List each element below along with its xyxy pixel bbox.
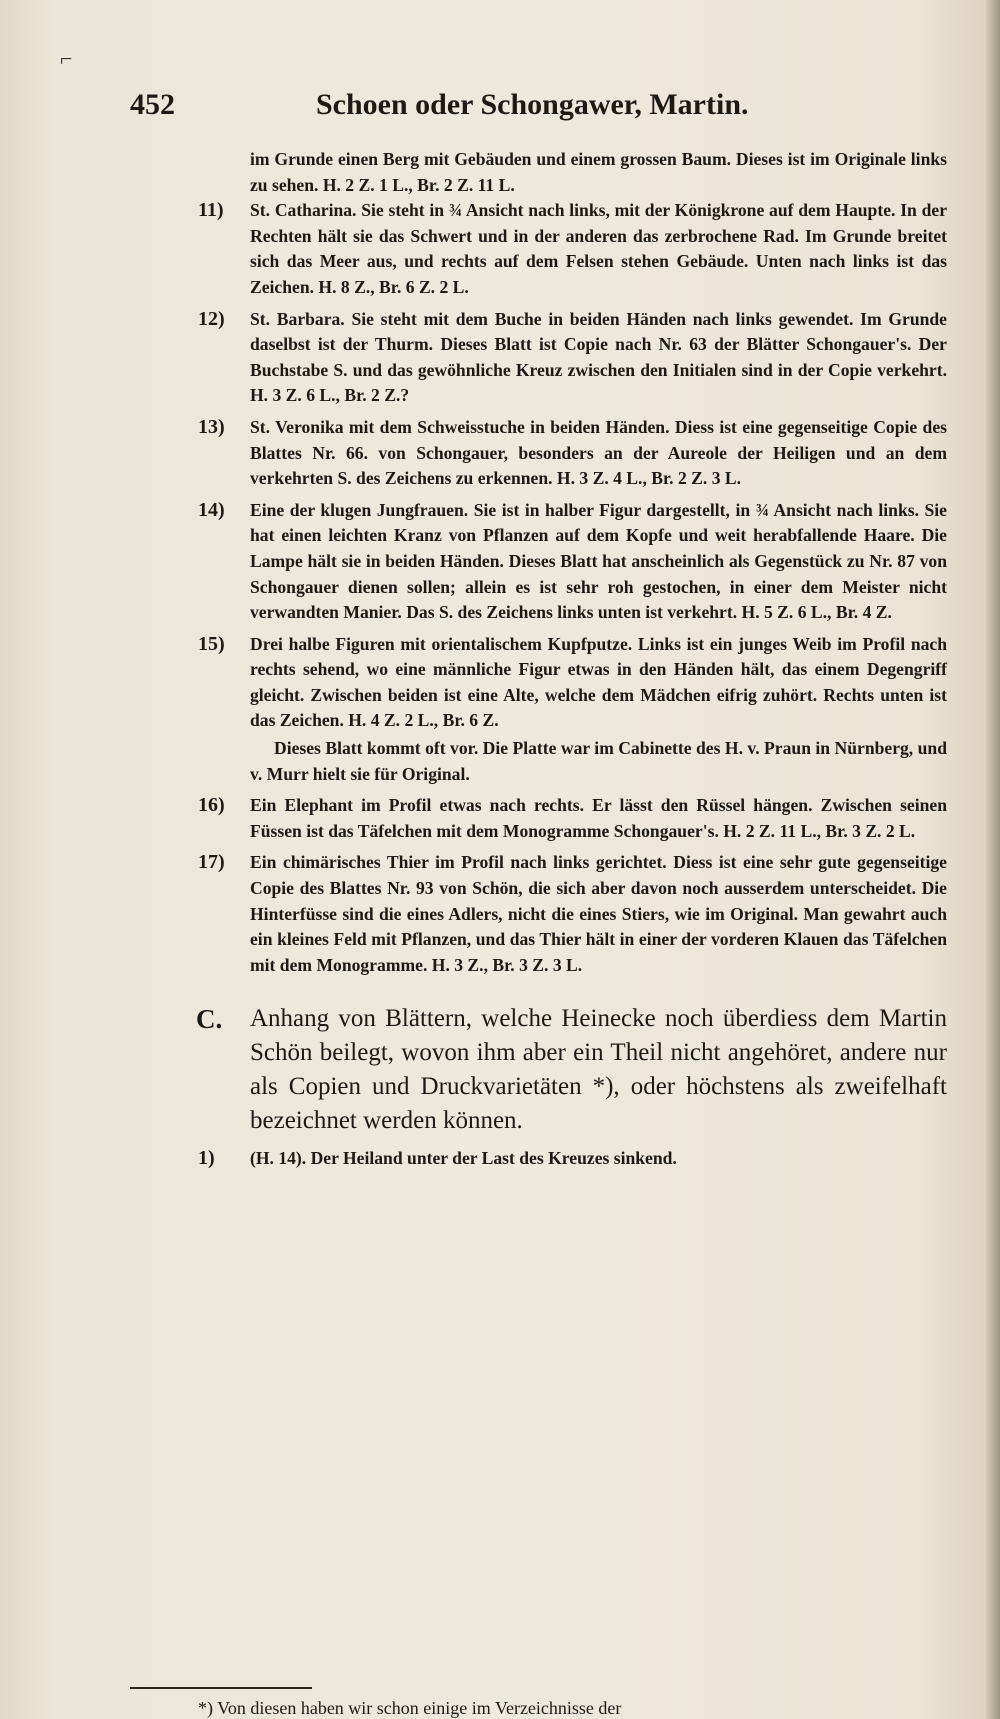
footnote-rule [130, 1687, 312, 1689]
entry-text: Drei halbe Figuren mit orientalischem Kupfputze. Links ist ein junges Weib im Profil nach rechts sehend, wo eine männliche Figur etwas in den Händen hält, das einem Degengriff gleicht. Zwischen beiden ist eine Alte, welche dem Mädchen eifrig zuhört. Rechts unten ist das Zeichen. H. 4 Z. 2 L., Br. 6 Z. [250, 633, 947, 731]
entry-number: 12) [198, 307, 225, 330]
entry-text: (H. 14). Der Heiland unter der Last des Kreuzes sinkend. [250, 1148, 677, 1169]
footnote: *) Von diesen haben wir schon einige im Verzeichnisse der [198, 1698, 622, 1718]
catalog-entries [198, 198, 947, 978]
catalog-entry [198, 498, 947, 626]
catalog-entry [198, 632, 947, 788]
entry-text: St. Veronika mit dem Schweisstuche in beiden Händen. Diess ist eine gegenseitige Copie des Blattes Nr. 66. von Schongauer, besonders an der Aureole der Heiligen und an dem verkehrten S. des Zeichens zu erkennen. H. 3 Z. 4 L., Br. 2 Z. 3 L. [250, 416, 947, 489]
catalog-entry [198, 415, 947, 492]
catalog-entry [198, 307, 947, 409]
section-label: C. [196, 1004, 223, 1035]
entry-number: 15) [198, 632, 225, 655]
page-edge-shadow [986, 0, 1000, 1719]
catalog-entry [198, 850, 947, 978]
catalog-entry [198, 793, 947, 844]
catalog-entry [198, 198, 947, 300]
running-header [130, 88, 950, 128]
corner-mark: ⌐ [60, 46, 73, 71]
section-heading-text: Anhang von Blättern, welche Heinecke noch überdiess dem Martin Schön beilegt, wovon ihm aber ein Theil nicht angehöret, andere nur als Copien und Druckvarietäten *), oder höchstens als zweifelhaft bezeichnet werden können. [250, 1005, 947, 1135]
entry-number: 14) [198, 498, 225, 521]
entry-note: Dieses Blatt kommt oft vor. Die Platte war im Cabinette des H. v. Praun in Nürnberg, und v. Murr hielt sie für Original. [250, 738, 947, 784]
section-c [196, 1002, 947, 1138]
entry-number: 13) [198, 415, 225, 438]
entry-number: 17) [198, 851, 225, 874]
entry-text: Ein Elephant im Profil etwas nach rechts. Er lässt den Rüssel hängen. Zwischen seinen Füssen ist das Täfelchen mit dem Monogramme Schongauer's. H. 2 Z. 11 L., Br. 3 Z. 2 L. [250, 795, 947, 841]
appendix-entry [198, 1146, 947, 1172]
entry-text: Ein chimärisches Thier im Profil nach links gerichtet. Diess ist eine sehr gute gegenseitige Copie des Blattes Nr. 93 von Schön, die sich aber davon noch ausserdem unterscheidet. Die Hinterfüsse sind die eines Adlers, nicht die eines Stiers, wie im Original. Man gewahrt auch ein kleines Feld mit Pflanzen, und das Thier hält in einer der vorderen Klauen das Täfelchen mit dem Monogramme. H. 3 Z., Br. 3 Z. 3 L. [250, 852, 947, 975]
entry-text: Eine der klugen Jungfrauen. Sie ist in halber Figur dargestellt, in ¾ Ansicht nach links. Sie hat einen leichten Kranz von Pflanzen auf dem Kopfe und weit herabfallende Haare. Die Lampe hält sie in beiden Händen. Dieses Blatt hat anscheinlich als Gegenstück zu Nr. 87 von Schongauer dienen sollen; allein es ist sehr roh gestochen, in einer dem Meister nicht verwandten Manier. Das S. des Zeichens links unten ist verkehrt. H. 5 Z. 6 L., Br. 4 Z. [250, 499, 947, 623]
running-title: Schoen oder Schongawer, Martin. [316, 88, 749, 121]
entry-text: St. Barbara. Sie steht mit dem Buche in beiden Händen nach links gewendet. Im Grunde daselbst ist der Thurm. Dieses Blatt ist Copie nach Nr. 63 der Blätter Schongauer's. Der Buchstabe S. und das gewöhnliche Kreuz zwischen den Initialen sind in der Copie verkehrt. H. 3 Z. 6 L., Br. 2 Z.? [250, 308, 947, 406]
entry-text: St. Catharina. Sie steht in ¾ Ansicht nach links, mit der Königkrone auf dem Haupte. In der Rechten hält sie das Schwert und in der anderen das zerbrochene Rad. Im Grunde breitet sich das Meer aus, und rechts auf dem Felsen stehen Gebäude. Unten nach links ist das Zeichen. H. 8 Z., Br. 6 Z. 2 L. [250, 200, 947, 297]
continuation-paragraph: im Grunde einen Berg mit Gebäuden und einem grossen Baum. Dieses ist im Originale links zu sehen. H. 2 Z. 1 L., Br. 2 Z. 11 L. [250, 149, 947, 195]
entry-number: 1) [198, 1147, 215, 1170]
entry-number: 11) [198, 199, 224, 222]
entry-number: 16) [198, 794, 225, 817]
page-body [196, 147, 947, 1178]
page-number: 452 [130, 88, 175, 121]
